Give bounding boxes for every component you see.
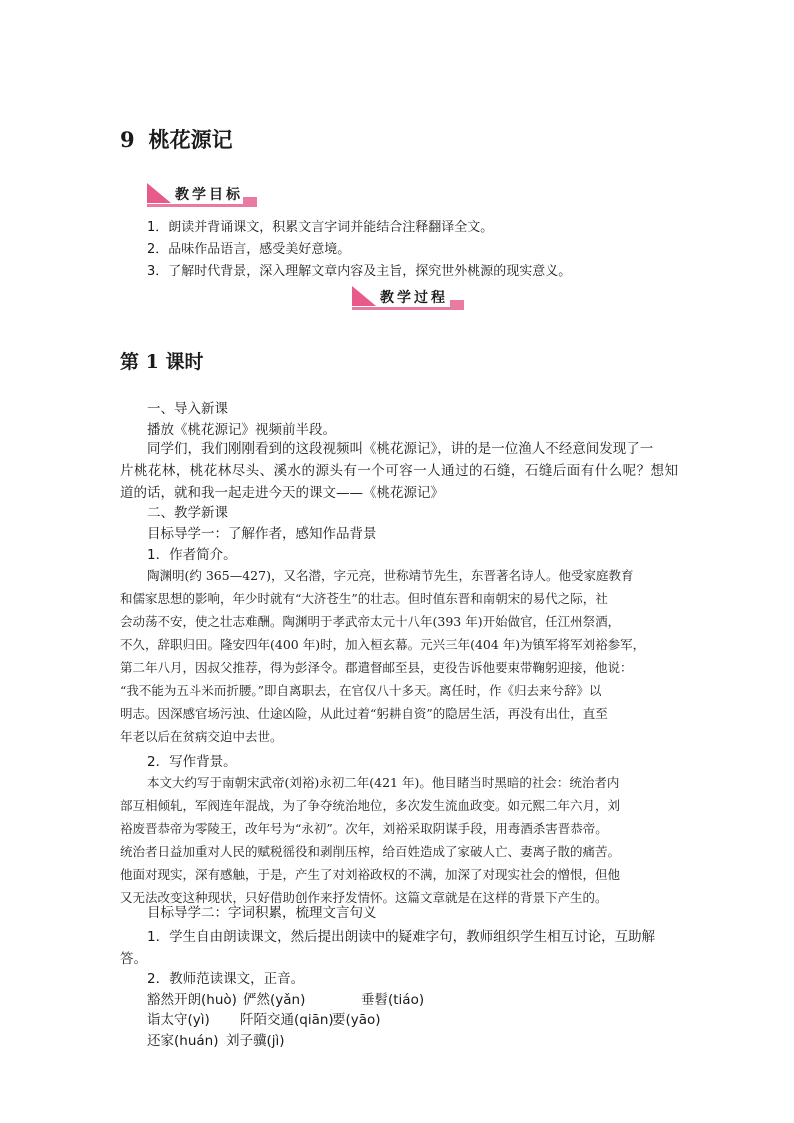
intro-paragraph-2-line-2: 片桃花林，桃花林尽头、溪水的源头有一个可容一人通过的石缝，石缝后面有什么呢？想知 bbox=[120, 463, 678, 479]
background-text-line-1: 本文大约写于南朝宋武帝(刘裕)永初二年(421 年)。他目睹当时黑暗的社会：统治者内 bbox=[147, 775, 620, 790]
lesson-title bbox=[120, 124, 233, 154]
goal-item-1: 1．朗读并背诵课文，积累文言字词并能结合注释翻译全文。 bbox=[147, 220, 494, 235]
banner-triangle-icon bbox=[147, 183, 171, 203]
goals-banner bbox=[147, 183, 257, 209]
process-banner-label: 教学过程 bbox=[380, 290, 448, 306]
step-1-line-2: 答。 bbox=[120, 951, 147, 967]
pronunciation-word: 阡陌交通(qiān) bbox=[240, 1012, 334, 1028]
intro-paragraph-1: 播放《桃花源记》视频前半段。 bbox=[147, 422, 336, 438]
lesson-number: 9 bbox=[120, 127, 135, 152]
new-lesson-heading: 二、教学新课 bbox=[147, 505, 228, 521]
author-text-line-3: 会动荡不安，使之壮志难酬。陶渊明于孝武帝太元十八年(393 年)开始做官，任江州祭酒， bbox=[120, 614, 621, 629]
author-text-line-6: “我不能为五斗米而折腰。”即自离职去，在官仅八十多天。离任时，作《归去来兮辞》以 bbox=[120, 683, 602, 698]
banner-triangle-icon bbox=[352, 286, 376, 306]
pronunciation-word: 垂髫(tiáo) bbox=[361, 992, 425, 1008]
lesson-period-heading: 第 1 课时 bbox=[120, 351, 204, 373]
target-1-heading: 目标导学一：了解作者，感知作品背景 bbox=[147, 526, 377, 542]
author-text-line-4: 不久，辞职归田。隆安四年(400 年)时，加入桓玄幕。元兴三年(404 年)为镇军将军刘裕参军， bbox=[120, 637, 646, 652]
pronunciation-word: 诣太守(yì) bbox=[147, 1012, 210, 1028]
step-2: 2．教师范读课文，正音。 bbox=[147, 971, 305, 987]
background-text-line-2: 部互相倾轧，军阀连年混战，为了争夺统治地位，多次发生流血政变。如元熙二年六月，刘 bbox=[120, 798, 621, 813]
step-1-line-1: 1．学生自由朗读课文，然后提出朗读中的疑难字句，教师组织学生相互讨论，互助解 bbox=[147, 929, 656, 945]
goal-item-2: 2．品味作品语言，感受美好意境。 bbox=[147, 242, 351, 257]
pronunciation-word: 要(yāo) bbox=[332, 1012, 381, 1028]
intro-paragraph-2-line-1: 同学们，我们刚刚看到的这段视频叫《桃花源记》，讲的是一位渔人不经意间发现了一 bbox=[147, 441, 654, 457]
pronunciation-word: 刘子骥(jì) bbox=[226, 1033, 285, 1049]
background-text-line-6: 又无法改变这种现状，只好借助创作来抒发情怀。这篇文章就是在这样的背景下产生的。 bbox=[120, 890, 608, 905]
background-text-line-4: 统治者日益加重对人民的赋税徭役和剥削压榨，给百姓造成了家破人亡、妻离子散的痛苦。 bbox=[120, 844, 621, 859]
lesson-name: 桃花源记 bbox=[148, 127, 233, 152]
background-text-line-5: 他面对现实，深有感触，于是，产生了对刘裕政权的不满，加深了对现实社会的憎恨，但他 bbox=[120, 867, 621, 882]
background-heading: 2．写作背景。 bbox=[147, 754, 237, 770]
intro-heading: 一、导入新课 bbox=[147, 401, 228, 417]
author-text-line-8: 年老以后在贫病交迫中去世。 bbox=[120, 729, 283, 744]
background-text-line-3: 裕废晋恭帝为零陵王，改年号为“永初”。次年，刘裕采取阴谋手段，用毒酒杀害晋恭帝。 bbox=[120, 821, 608, 836]
goals-banner-label: 教学目标 bbox=[175, 187, 243, 203]
author-text-line-5: 第二年八月，因叔父推荐，得为彭泽令。郡遣督邮至县，吏役告诉他要束带鞠躬迎接，他说： bbox=[120, 660, 633, 675]
author-text-line-1: 陶渊明(约 365—427)，又名潜，字元亮，世称靖节先生，东晋著名诗人。他受家庭教育 bbox=[147, 568, 634, 583]
target-2-heading: 目标导学二：字词积累，梳理文言句义 bbox=[147, 905, 377, 921]
goal-item-3: 3．了解时代背景，深入理解文章内容及主旨，探究世外桃源的现实意义。 bbox=[147, 264, 572, 279]
author-heading: 1．作者简介。 bbox=[147, 547, 237, 563]
author-text-line-2: 和儒家思想的影响，年少时就有“大济苍生”的壮志。但时值东晋和南朝宋的易代之际，社 bbox=[120, 591, 608, 606]
pronunciation-word: 还家(huán) bbox=[147, 1033, 219, 1049]
pronunciation-word: 豁然开朗(huò) bbox=[147, 992, 237, 1008]
author-text-line-7: 明志。因深感官场污浊、仕途凶险，从此过着“躬耕自资”的隐居生活，再没有出仕，直至 bbox=[120, 706, 608, 721]
pronunciation-word: 俨然(yǎn) bbox=[243, 992, 306, 1008]
process-banner bbox=[352, 286, 464, 312]
intro-paragraph-2-line-3: 道的话，就和我一起走进今天的课文——《桃花源记》 bbox=[120, 485, 444, 501]
